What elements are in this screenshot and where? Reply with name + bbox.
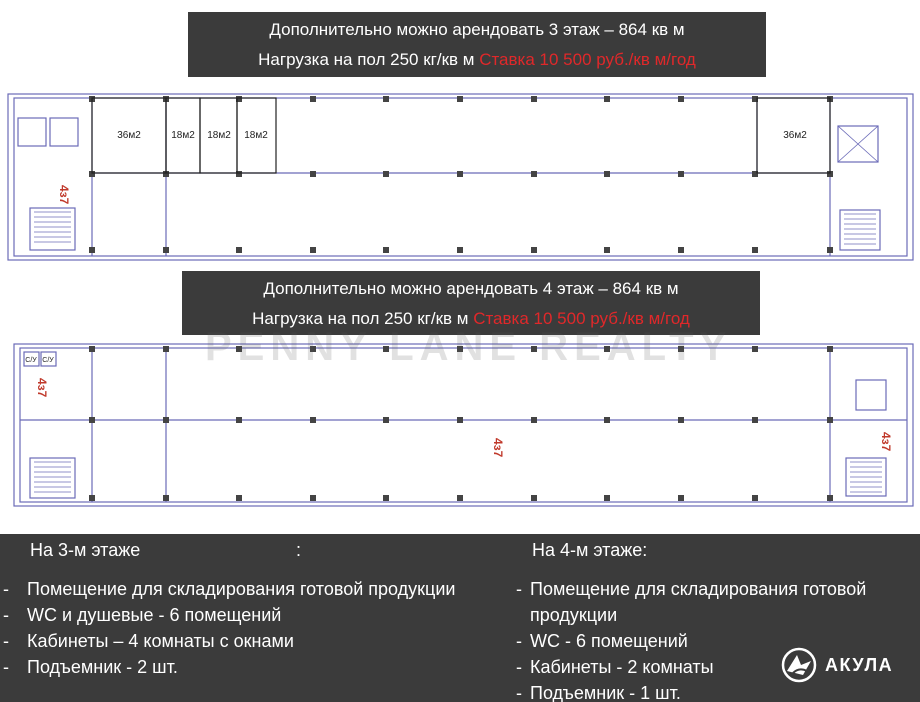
floor4-marker-right: 4з7 xyxy=(879,432,893,452)
floor4-load-label: Нагрузка на пол 250 кг/кв м xyxy=(252,309,474,328)
floor4-title: Дополнительно можно арендовать 4 этаж – 864 кв м xyxy=(263,279,679,298)
floor4-wc-1-label: С/У xyxy=(25,357,37,364)
floor4-marker-left: 4з7 xyxy=(35,378,49,398)
floor3-title: Дополнительно можно арендовать 3 этаж – 864 кв м xyxy=(269,20,685,39)
floor4-marker-center: 4з7 xyxy=(491,438,505,458)
list-item: - Кабинеты – 4 комнаты с окнами xyxy=(3,631,294,651)
list-item: - Подъемник - 1 шт. xyxy=(516,683,681,702)
floor3-room-1-label: 36м2 xyxy=(117,130,141,141)
floor3-stairs-left xyxy=(30,208,75,250)
floor3-banner xyxy=(188,12,766,77)
floor4-features-heading: На 4-м этаже: xyxy=(532,540,648,560)
list-item: - Подъемник - 2 шт. xyxy=(3,657,178,677)
floor4-features-list xyxy=(516,576,916,702)
shark-logo-icon xyxy=(781,647,817,683)
floor4-wc-2-label: С/У xyxy=(42,357,54,364)
floor4-lift xyxy=(856,380,886,410)
floor3-room-5-label: 36м2 xyxy=(783,130,807,141)
floor3-plan xyxy=(0,90,920,260)
floor3-marker: 4з7 xyxy=(57,185,71,205)
floor3-load-line xyxy=(188,45,766,75)
list-item: - WC - 6 помещений xyxy=(516,631,688,651)
floor4-inner-wall xyxy=(20,348,907,502)
watermark: PENNY LANE REALTY xyxy=(205,325,733,369)
floor3-room-3-label: 18м2 xyxy=(207,130,231,141)
floor3-load-label: Нагрузка на пол 250 кг/кв м xyxy=(258,50,480,69)
list-item: - Кабинеты - 2 комнаты xyxy=(516,657,714,677)
akula-logo xyxy=(781,647,893,683)
features-separator: : xyxy=(296,540,302,560)
floor3-room-2-label: 18м2 xyxy=(171,130,195,141)
floor4-rate: Ставка 10 500 руб./кв м/год xyxy=(473,309,690,328)
logo-text: АКУЛА xyxy=(825,654,894,675)
floor3-room-4-label: 18м2 xyxy=(244,130,268,141)
floor3-features-heading: На 3-м этаже xyxy=(30,540,141,560)
list-item: - Помещение для складирования готовой продукции xyxy=(516,579,867,625)
list-item: - Помещение для складирования готовой продукции xyxy=(3,579,456,599)
list-item: - WC и душевые - 6 помещений xyxy=(3,605,282,625)
floor3-features-list xyxy=(0,576,460,680)
floor3-rate: Ставка 10 500 руб./кв м/год xyxy=(479,50,696,69)
